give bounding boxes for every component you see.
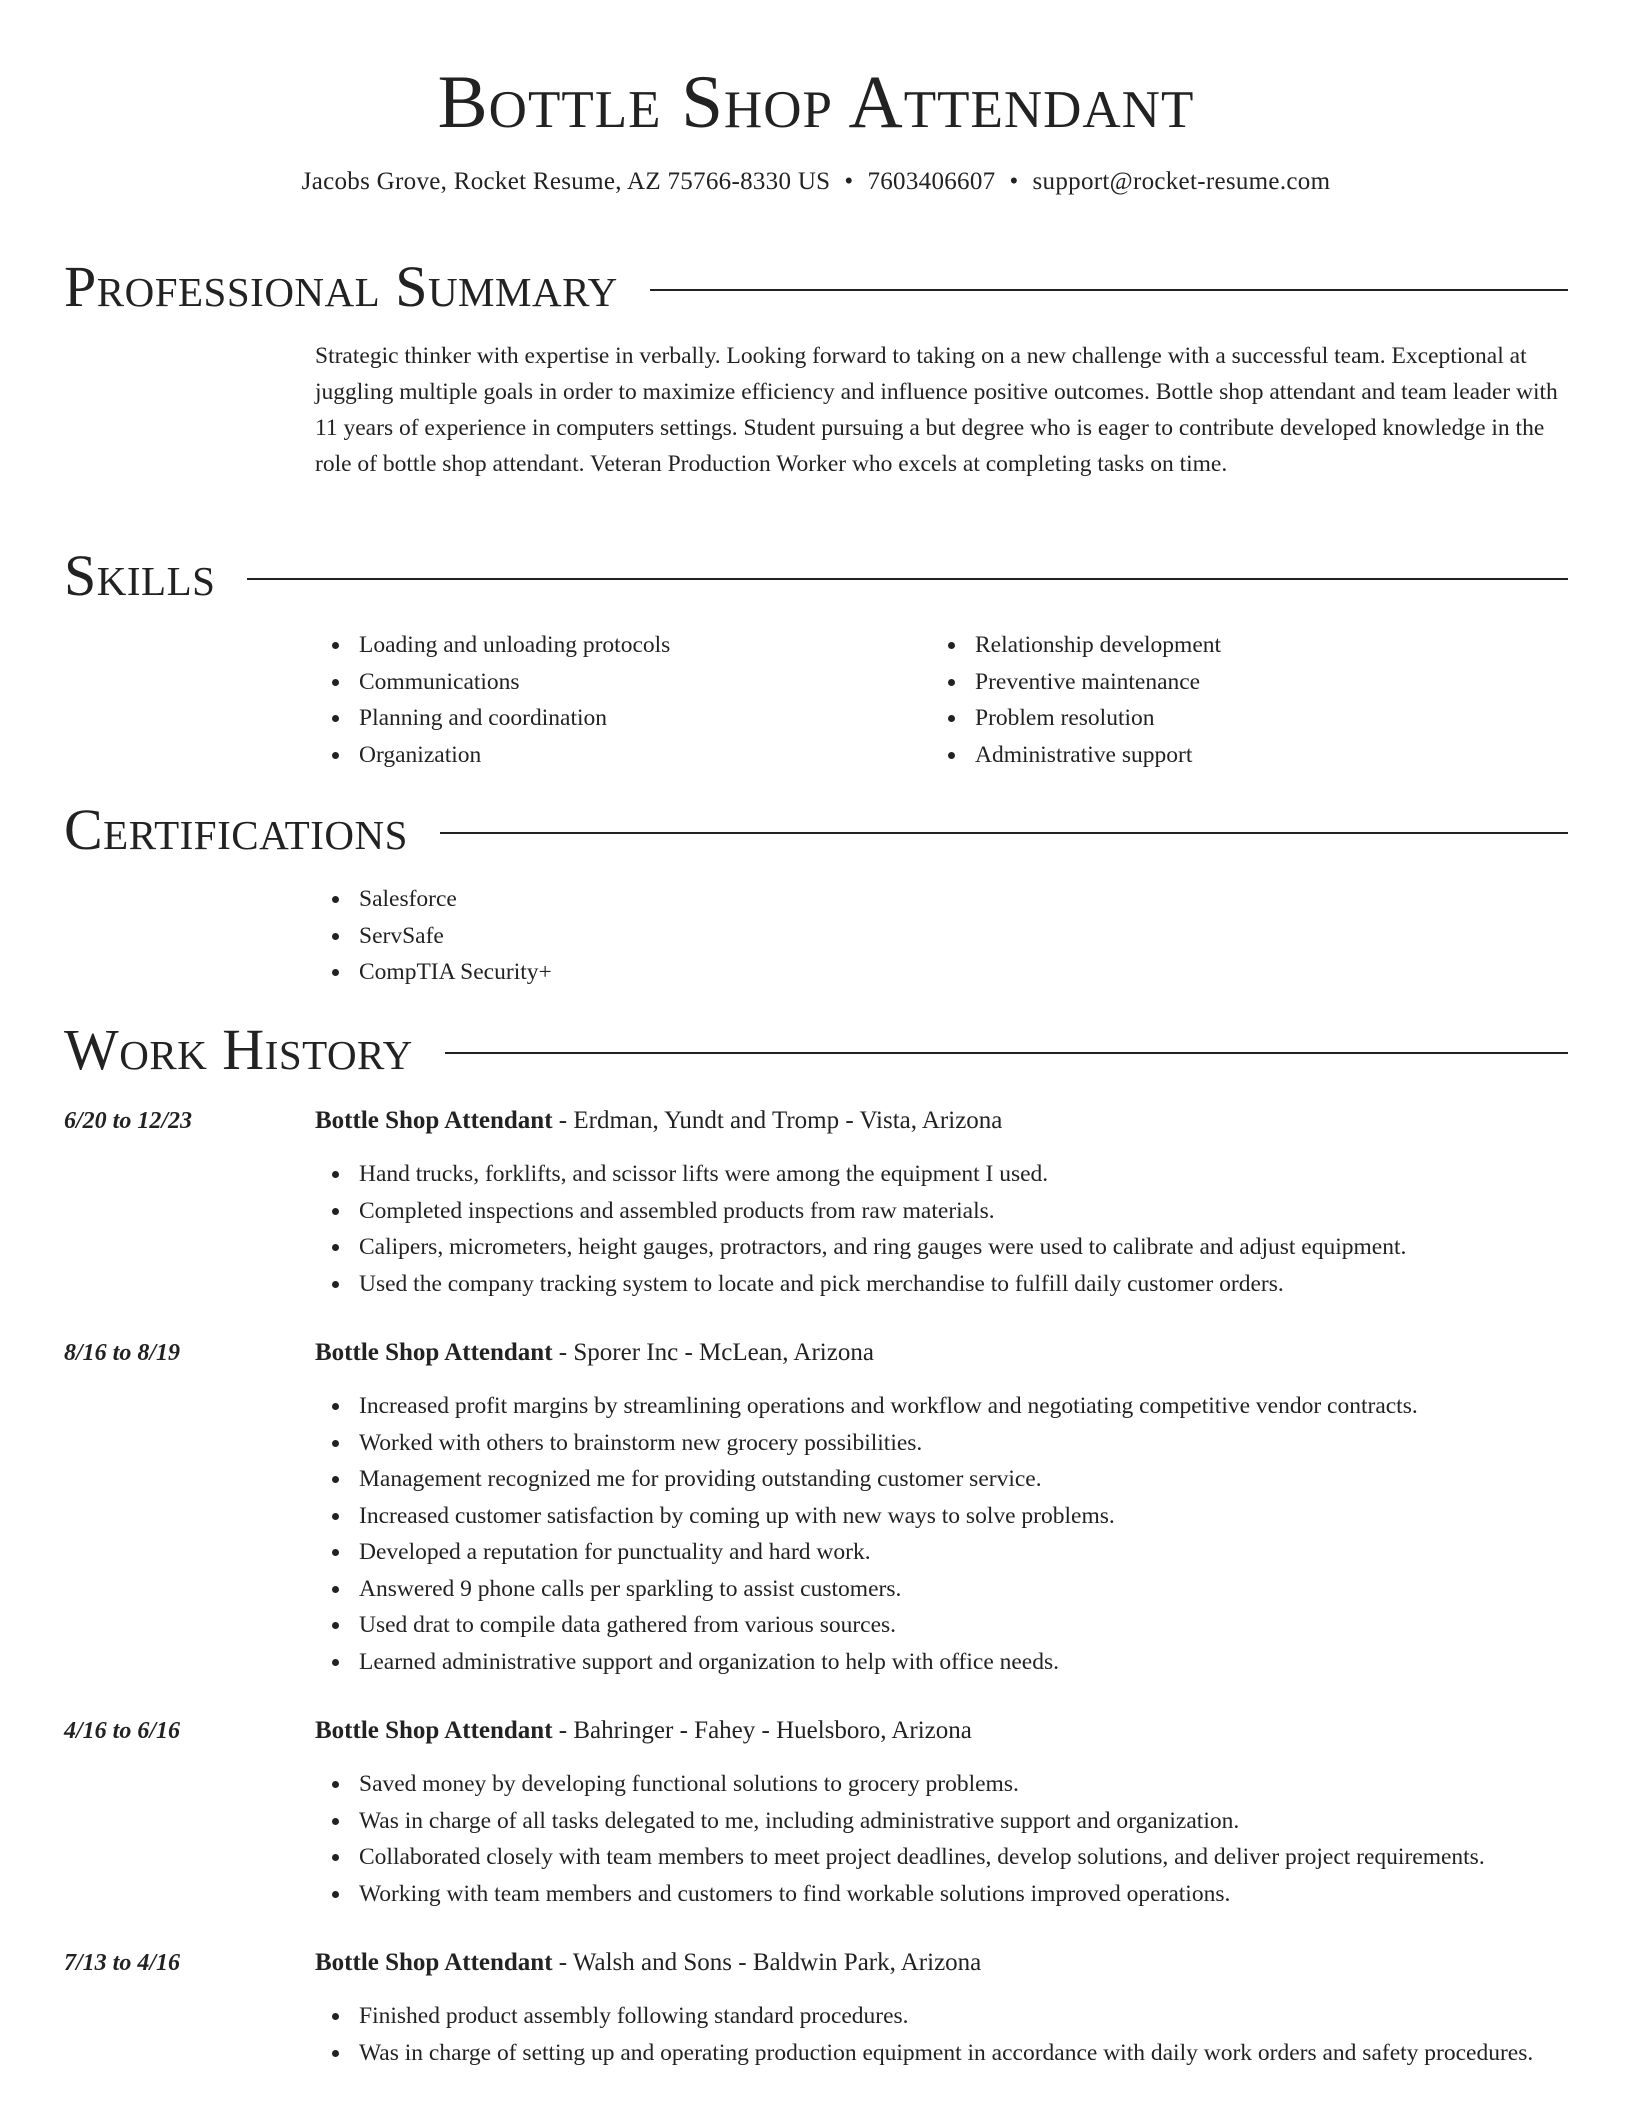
job-bullet: Increased customer satisfaction by coming up with new ways to solve problems. (315, 1498, 1560, 1535)
job-employer-location: - Bahringer - Fahey - Huelsboro, Arizona (552, 1717, 972, 1744)
job-title: Bottle Shop Attendant (315, 1717, 553, 1744)
job-bullet: Increased profit margins by streamlining operations and workflow and negotiating competitive vendor contracts. (315, 1388, 1560, 1425)
skill-item: Planning and coordination (315, 700, 915, 737)
job-heading (315, 1713, 972, 1749)
job-dates: 7/13 to 4/16 (64, 1950, 181, 1976)
job-bullet: Was in charge of all tasks delegated to me, including administrative support and organization. (315, 1803, 1560, 1840)
contact-line (64, 166, 1568, 198)
skill-item: Preventive maintenance (931, 664, 1531, 701)
section-header-skills (64, 543, 1568, 609)
skill-item: Relationship development (931, 627, 1531, 664)
job-bullet: Saved money by developing functional solutions to grocery problems. (315, 1766, 1560, 1803)
section-divider (445, 1052, 1568, 1054)
job-title: Bottle Shop Attendant (315, 1339, 553, 1366)
contact-phone: 7603406607 (867, 168, 996, 195)
job-bullet: Calipers, micrometers, height gauges, protractors, and ring gauges were used to calibrate and adjust equipment. (315, 1229, 1560, 1266)
certification-item: ServSafe (315, 918, 552, 955)
job-bullet: Finished product assembly following standard procedures. (315, 1998, 1560, 2035)
job-heading (315, 1335, 874, 1371)
job-title: Bottle Shop Attendant (315, 1949, 553, 1976)
job-employer-location: - Walsh and Sons - Baldwin Park, Arizona (552, 1949, 982, 1976)
contact-address: Jacobs Grove, Rocket Resume, AZ 75766-8330 US (301, 168, 831, 195)
job-bullets (315, 1388, 1560, 1680)
skill-item: Administrative support (931, 737, 1531, 774)
section-title: Work History (64, 1017, 413, 1082)
section-header-certifications (64, 797, 1568, 863)
job-dates: 8/16 to 8/19 (64, 1340, 181, 1366)
job-bullet: Management recognized me for providing outstanding customer service. (315, 1461, 1560, 1498)
job-bullet: Answered 9 phone calls per sparkling to assist customers. (315, 1571, 1560, 1608)
job-bullet: Used drat to compile data gathered from various sources. (315, 1607, 1560, 1644)
job-heading (315, 1945, 981, 1981)
certification-item: CompTIA Security+ (315, 954, 552, 991)
job-employer-location: - Erdman, Yundt and Tromp - Vista, Arizona (552, 1107, 1003, 1134)
job-bullet: Working with team members and customers to find workable solutions improved operations. (315, 1876, 1560, 1913)
job-dates: 6/20 to 12/23 (64, 1108, 193, 1134)
job-bullet: Was in charge of setting up and operating production equipment in accordance with daily work orders and safety procedures. (315, 2035, 1560, 2072)
contact-separator: • (844, 168, 854, 195)
section-title: Professional Summary (64, 254, 618, 319)
skills-list-right (931, 627, 1531, 773)
resume-name-heading: Bottle Shop Attendant (437, 61, 1195, 144)
job-bullet: Completed inspections and assembled products from raw materials. (315, 1193, 1560, 1230)
job-bullet: Developed a reputation for punctuality and hard work. (315, 1534, 1560, 1571)
section-title: Certifications (64, 797, 408, 862)
job-bullet: Learned administrative support and organization to help with office needs. (315, 1644, 1560, 1681)
skills-list-left (315, 627, 915, 773)
contact-separator: • (1009, 168, 1019, 195)
job-bullet: Used the company tracking system to locate and pick merchandise to fulfill daily customer orders. (315, 1266, 1560, 1303)
section-title: Skills (64, 543, 216, 608)
contact-email: support@rocket-resume.com (1032, 168, 1331, 195)
job-dates: 4/16 to 6/16 (64, 1718, 181, 1744)
section-divider (650, 289, 1568, 291)
job-heading (315, 1103, 1002, 1139)
job-title: Bottle Shop Attendant (315, 1107, 553, 1134)
job-employer-location: - Sporer Inc - McLean, Arizona (552, 1339, 874, 1366)
skill-item: Loading and unloading protocols (315, 627, 915, 664)
job-bullets (315, 1766, 1560, 1912)
skill-item: Organization (315, 737, 915, 774)
section-header-summary (64, 254, 1568, 320)
job-bullet: Hand trucks, forklifts, and scissor lifts were among the equipment I used. (315, 1156, 1560, 1193)
job-bullets (315, 1998, 1560, 2071)
job-bullets (315, 1156, 1560, 1302)
skill-item: Communications (315, 664, 915, 701)
certification-item: Salesforce (315, 881, 552, 918)
job-bullet: Collaborated closely with team members to meet project deadlines, develop solutions, and deliver project requirements. (315, 1839, 1560, 1876)
section-divider (247, 578, 1568, 580)
summary-text: Strategic thinker with expertise in verbally. Looking forward to taking on a new challenge with a successful team. Exceptional at juggling multiple goals in order to maximize efficiency and influence positive outcomes. Bottle shop attendant and team leader with 11 years of experience in computers settings. Student pursuing a but degree who is eager to contribute developed knowledge in the role of bottle shop attendant. Veteran Production Worker who excels at completing tasks on time. (315, 343, 1558, 477)
skill-item: Problem resolution (931, 700, 1531, 737)
section-header-work-history (64, 1017, 1568, 1083)
job-bullet: Worked with others to brainstorm new grocery possibilities. (315, 1425, 1560, 1462)
resume-page (64, 0, 1568, 2066)
certifications-list (315, 881, 552, 991)
section-divider (440, 832, 1568, 834)
